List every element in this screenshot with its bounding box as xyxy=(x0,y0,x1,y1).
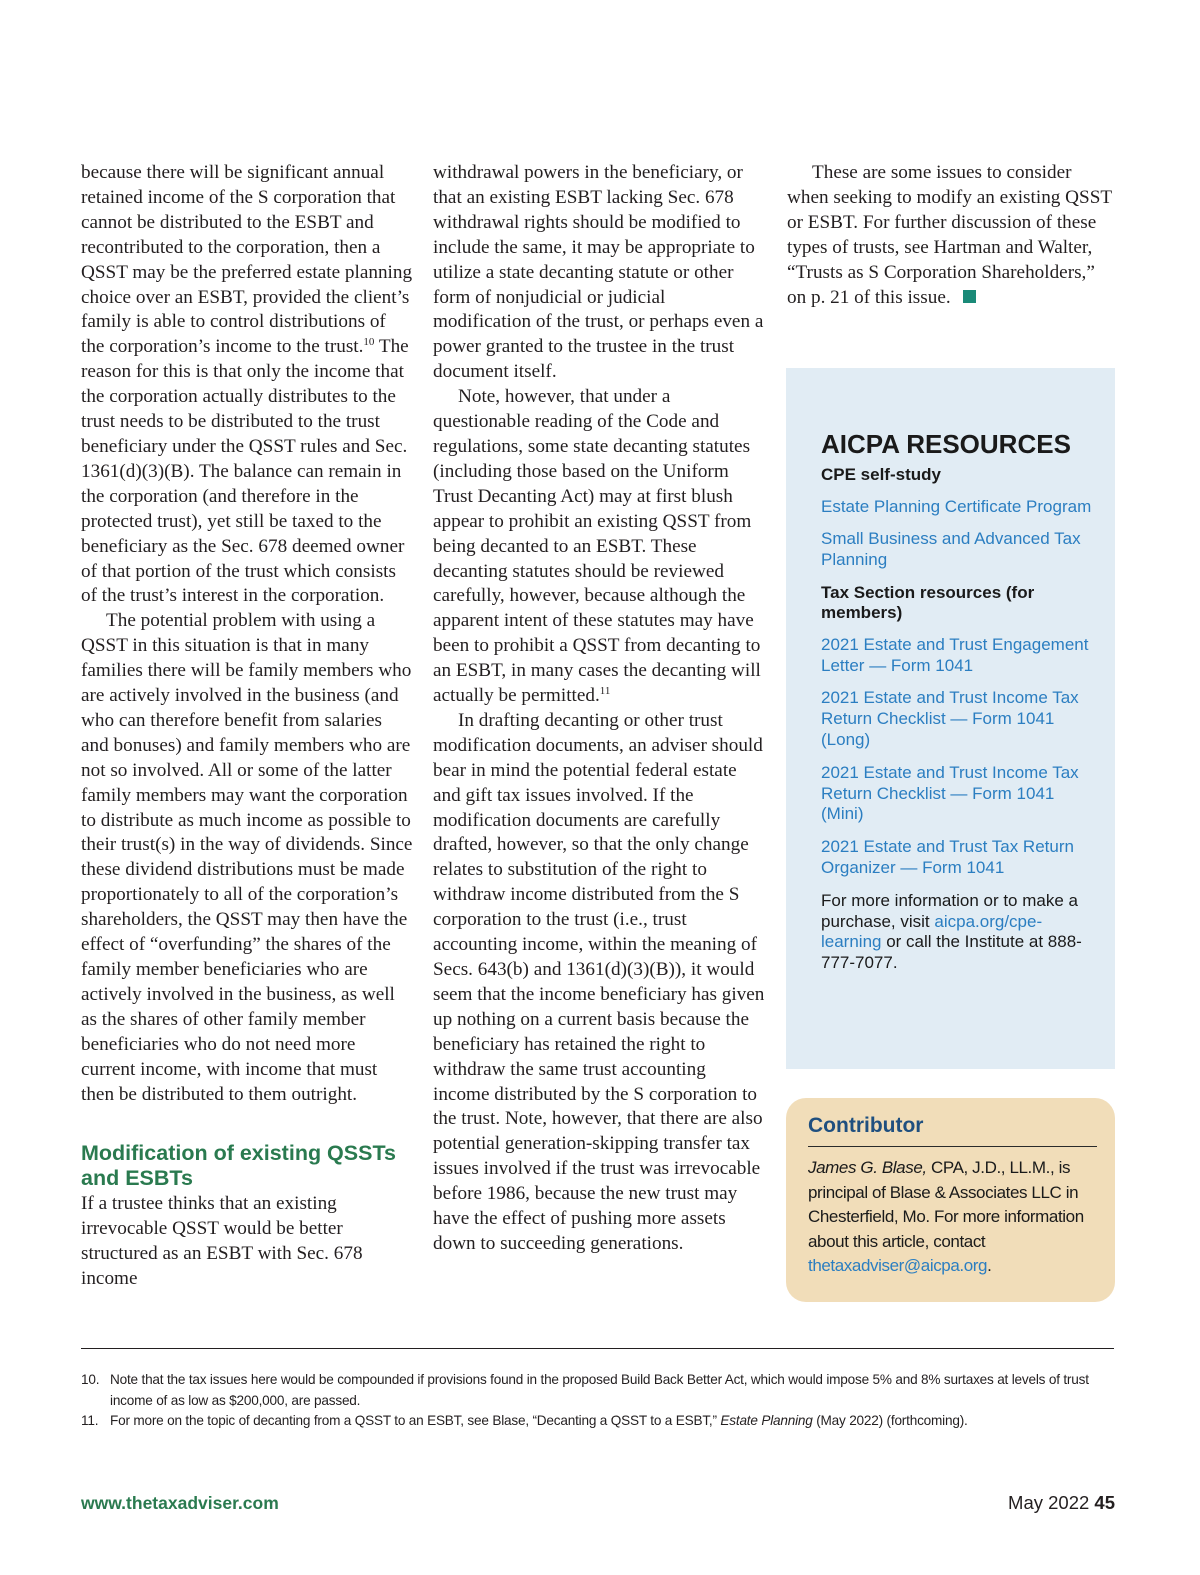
aicpa-resources-box xyxy=(786,368,1115,1069)
paragraph: withdrawal powers in the beneficiary, or that an existing ESBT lacking Sec. 678 withdrawal rights should be modified to include the same, it may be appropriate to utilize a state decanting statute or other form of nonjudicial or judicial modification of the trust, or perhaps even a power granted to the trustee in the trust document itself. xyxy=(433,162,764,383)
contributor-name: James G. Blase, xyxy=(808,1158,927,1177)
resource-link-checklist-long[interactable]: 2021 Estate and Trust Income Tax Return Checklist — Form 1041 (Long) xyxy=(821,688,1079,750)
article-column-2 xyxy=(433,161,767,1257)
footnote-ref-10[interactable]: 10 xyxy=(363,336,375,349)
footnote-10: 10. Note that the tax issues here would be compounded if provisions found in the proposed Build Back Better Act, which would impose 5% and 8% surtaxes at levels of trust income of as low as $200,000, are passed. xyxy=(81,1372,1089,1408)
resource-link-checklist-mini[interactable]: 2021 Estate and Trust Income Tax Return Checklist — Form 1041 (Mini) xyxy=(821,762,1079,824)
page-footer-date: May 2022 45 xyxy=(1008,1492,1115,1513)
resources-section-heading: Tax Section resources (for members) xyxy=(821,582,1035,623)
resources-info: For more information or to make a purchase, visit aicpa.org/cpe-learning or call the Institute at 888-777-7077. xyxy=(821,890,1082,973)
page-number: 45 xyxy=(1094,1492,1115,1513)
paragraph: Note, however, that under a questionable reading of the Code and regulations, some state decanting statutes (including those based on the Uniform Trust Decanting Act) may at first blush appear to prohibit an existing QSST from being decanted to an ESBT. These decanting statutes should be reviewed carefully, however, because although the apparent intent of these statutes may have been to prohibit a QSST from decanting to an ESBT, in many cases the decanting will actually be permitted.$^{11}$ xyxy=(433,386,761,707)
cpe-learning-link[interactable]: aicpa.org/cpe-learning xyxy=(821,911,1043,952)
resource-link-estate-planning-certificate[interactable]: Estate Planning Certificate Program xyxy=(821,496,1092,516)
section-heading: Modification of existing QSSTs and ESBTs xyxy=(81,1141,396,1190)
paragraph: In drafting decanting or other trust modification documents, an adviser should bear in mind the potential federal estate and gift tax issues involved. If the modification documents are carefully drafted, however, so that the only change relates to substitution of the right to withdraw income distributed from the S corporation to the trust (i.e., trust accounting income, within the meaning of Secs. 643(b) and 1361(d)(3)(B)), it would seem that the income beneficiary has given up nothing on a current basis because the beneficiary has retained the right to withdraw the same trust accounting income distributed by the S corporation to the trust. Note, however, that there are also potential generation-skipping transfer tax issues involved if the trust was irrevocable before 1986, because the new trust may have the effect of pushing more assets down to succeeding generations. xyxy=(433,709,765,1254)
footnotes xyxy=(81,1370,1115,1432)
resource-link-small-business-tax-planning[interactable]: Small Business and Advanced Tax Planning xyxy=(821,529,1081,570)
paragraph: The potential problem with using a QSST in this situation is that in many families there will be family members who are actively involved in the business (and who can therefore benefit from salaries and bonuses) and family members who are not so involved. All or some of the latter family members may want the corporation to distribute as much income as possible to their trust(s) in the way of dividends. Since these dividend distributions must be made proportionately to all of the corporation’s shareholders, the QSST may then have the effect of “overfunding” the shares of the family member beneficiaries who are actively involved in the business, as well as the shares of other family member beneficiaries who do not need more current income, with income that must then be distributed to them outright. xyxy=(81,610,413,1105)
end-of-article-icon xyxy=(963,290,976,303)
contributor-bio: James G. Blase, CPA, J.D., LL.M., is principal of Blase & Associates LLC in Chesterfield, Mo. For more information about this article, contact thetaxadviser@aicpa.org. xyxy=(808,1158,1084,1276)
article-column-3 xyxy=(787,161,1117,310)
resources-section-heading: CPE self-study xyxy=(821,465,941,484)
resource-link-engagement-letter[interactable]: 2021 Estate and Trust Engagement Letter — Form 1041 xyxy=(821,634,1089,675)
footnote-divider xyxy=(81,1348,1114,1349)
paragraph: because there will be significant annual retained income of the S corporation that cannot be distributed to the ESBT and recontributed to the corporation, then a QSST may be the preferred estate planning choice over an ESBT, provided the client’s family is able to control distributions of the corporation’s income to the trust.$^{10}$ The reason for this is that only the income that the corporation actually distributes to the trust needs to be distributed to the trust beneficiary under the QSST rules and Sec. 1361(d)(3)(B). The balance can remain in the corporation (and therefore in the protected trust), yet still be taxed to the beneficiary as the Sec. 678 deemed owner of that portion of the trust which consists of the trust’s interest in the corporation. xyxy=(81,162,413,607)
article-column-1 xyxy=(81,161,413,1292)
paragraph: These are some issues to consider when seeking to modify an existing QSST or ESBT. For further discussion of these types of trusts, see Hartman and Walter, “Trusts as S Corporation Shareholders,” on p. 21 of this issue. xyxy=(787,162,1112,308)
footnote-11: 11. For more on the topic of decanting from a QSST to an ESBT, see Blase, “Decanting a QSST to a ESBT,” Estate Planning (May 2022) (forthcoming). xyxy=(81,1413,968,1429)
footnote-ref-11[interactable]: 11 xyxy=(599,685,611,698)
contributor-box xyxy=(786,1098,1115,1302)
resources-title: AICPA RESOURCES xyxy=(821,429,1071,459)
resource-link-organizer[interactable]: 2021 Estate and Trust Tax Return Organizer — Form 1041 xyxy=(821,837,1074,878)
paragraph: If a trustee thinks that an existing irrevocable QSST would be better structured as an ESBT with Sec. 678 income xyxy=(81,1193,363,1290)
contributor-title: Contributor xyxy=(808,1112,1097,1147)
contact-email-link[interactable]: thetaxadviser@aicpa.org xyxy=(808,1256,988,1276)
website-url[interactable]: www.thetaxadviser.com xyxy=(81,1493,279,1513)
